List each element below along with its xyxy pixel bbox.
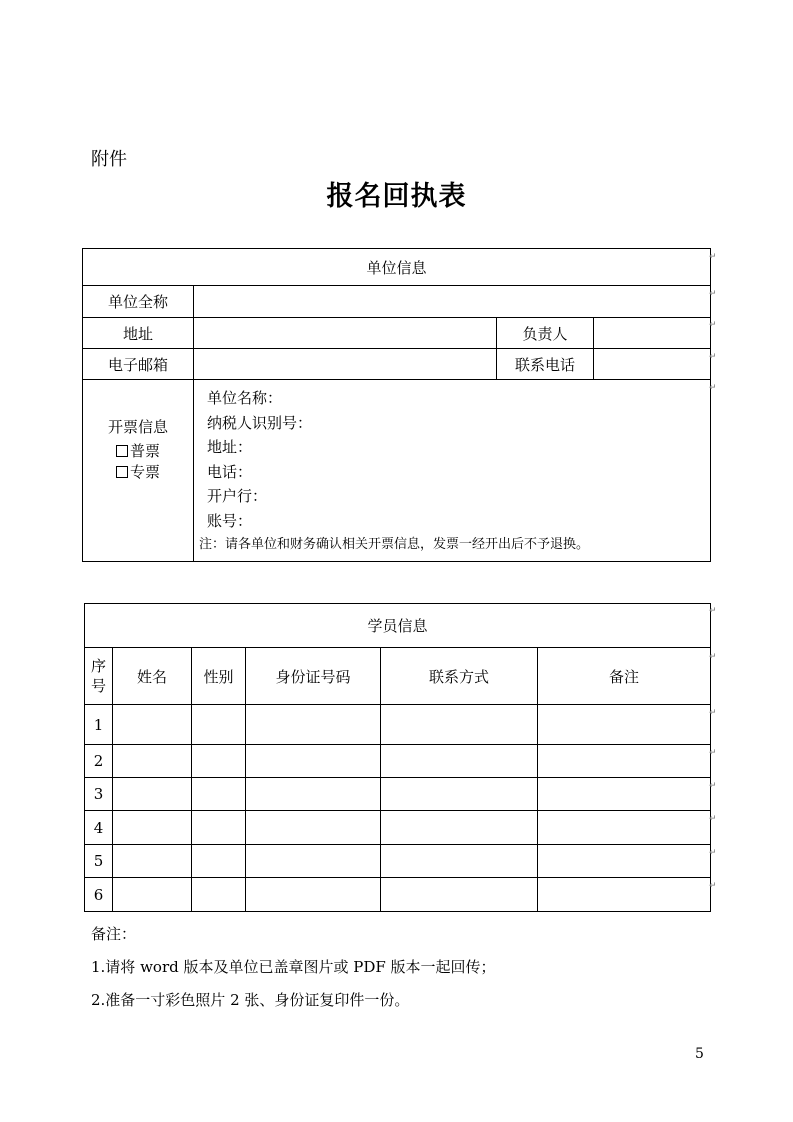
contact-cell[interactable] [381,705,538,745]
gender-cell[interactable] [192,745,246,778]
notes-title: 备注： [91,925,137,943]
email-field[interactable] [194,349,497,380]
phone-field[interactable] [594,349,711,380]
table-row [85,745,711,778]
note-item-2: 2.准备一寸彩色照片 2 张、身份证复印件一份。 [91,991,410,1009]
paragraph-mark-icon: ↵ [709,383,717,393]
invoice-label: 开票信息 [107,418,168,436]
col-header-contact: 联系方式 [381,648,538,705]
checkbox-icon[interactable] [116,445,128,457]
paragraph-mark-icon: ↵ [709,652,717,662]
remark-cell[interactable] [538,705,711,745]
gender-cell[interactable] [192,811,246,845]
invoice-account-line: 账号： [207,511,253,530]
invoice-option-special[interactable]: 专票 [83,462,193,483]
unit-info-header: 单位信息 [83,249,711,286]
name-cell[interactable] [113,745,192,778]
name-cell[interactable] [113,778,192,811]
checkbox-icon[interactable] [116,466,128,478]
paragraph-mark-icon: ↵ [709,814,717,824]
contact-cell[interactable] [381,778,538,811]
contact-cell[interactable] [381,811,538,845]
invoice-option-normal[interactable]: 普票 [83,441,193,462]
attachment-label: 附件 [91,149,127,170]
unit-full-name-label: 单位全称 [83,286,194,318]
name-cell[interactable] [113,811,192,845]
id-number-cell[interactable] [246,705,381,745]
row-number: 5 [85,845,113,878]
invoice-details-cell[interactable] [194,380,711,562]
row-number: 6 [85,878,113,912]
invoice-unit-name-line: 单位名称： [207,389,283,407]
page-title: 报名回执表 [326,181,467,212]
row-number: 4 [85,811,113,845]
email-label: 电子邮箱 [83,349,194,380]
invoice-note: 注：请各单位和财务确认相关开票信息，发票一经开出后不予退换。 [199,537,590,552]
paragraph-mark-icon: ↵ [709,881,717,891]
person-in-charge-field[interactable] [594,318,711,349]
paragraph-mark-icon: ↵ [709,252,717,262]
gender-cell[interactable] [192,845,246,878]
id-number-cell[interactable] [246,778,381,811]
paragraph-mark-icon: ↵ [709,748,717,758]
row-number: 2 [85,745,113,778]
note-item-1: 1.请将 word 版本及单位已盖章图片或 PDF 版本一起回传； [91,958,496,976]
paragraph-mark-icon: ↵ [709,606,717,616]
gender-cell[interactable] [192,778,246,811]
contact-cell[interactable] [381,845,538,878]
paragraph-mark-icon: ↵ [709,848,717,858]
table-row [85,878,711,912]
col-header-index: 序号 [85,648,113,705]
gender-cell[interactable] [192,878,246,912]
col-header-gender: 性别 [192,648,246,705]
table-row [85,778,711,811]
contact-cell[interactable] [381,878,538,912]
unit-full-name-field[interactable] [194,286,711,318]
invoice-label-cell [83,380,194,562]
phone-label: 联系电话 [497,349,594,380]
address-field[interactable] [194,318,497,349]
paragraph-mark-icon: ↵ [709,708,717,718]
id-number-cell[interactable] [246,845,381,878]
paragraph-mark-icon: ↵ [709,781,717,791]
student-info-header: 学员信息 [85,604,711,648]
table-row [85,811,711,845]
contact-cell[interactable] [381,745,538,778]
name-cell[interactable] [113,705,192,745]
unit-info-table [82,248,711,562]
paragraph-mark-icon: ↵ [709,320,717,330]
col-header-remark: 备注 [538,648,711,705]
invoice-bank-line: 开户行： [207,487,268,505]
id-number-cell[interactable] [246,878,381,912]
paragraph-mark-icon: ↵ [709,352,717,362]
remark-cell[interactable] [538,878,711,912]
remark-cell[interactable] [538,811,711,845]
remark-cell[interactable] [538,778,711,811]
remark-cell[interactable] [538,745,711,778]
student-info-table [84,603,711,912]
id-number-cell[interactable] [246,745,381,778]
paragraph-mark-icon: ↵ [709,289,717,299]
gender-cell[interactable] [192,705,246,745]
col-header-name: 姓名 [113,648,192,705]
remark-cell[interactable] [538,845,711,878]
row-number: 1 [85,705,113,745]
table-row [85,705,711,745]
invoice-tax-id-line: 纳税人识别号： [207,413,313,432]
col-header-id-number: 身份证号码 [246,648,381,705]
address-label: 地址 [83,318,194,349]
person-in-charge-label: 负责人 [497,318,594,349]
name-cell[interactable] [113,845,192,878]
invoice-phone-line: 电话： [207,462,253,481]
id-number-cell[interactable] [246,811,381,845]
page-number: 5 [695,1046,704,1062]
table-row [85,845,711,878]
row-number: 3 [85,778,113,811]
name-cell[interactable] [113,878,192,912]
invoice-address-line: 地址： [207,438,253,456]
